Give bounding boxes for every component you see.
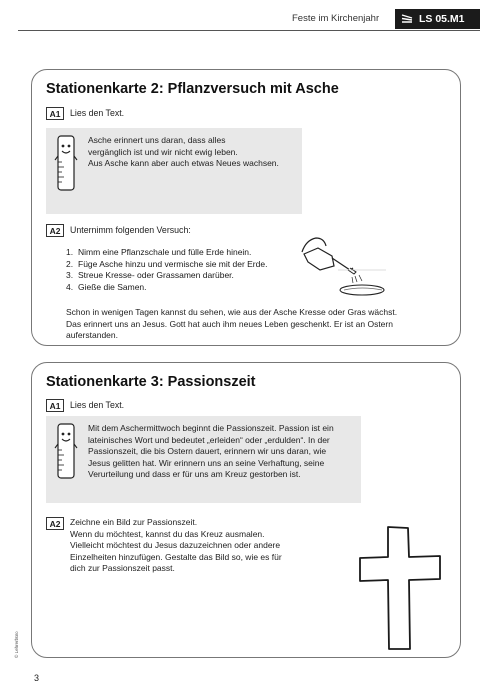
list-item: 1. Nimm eine Pflanzschale und fülle Erde hinein. bbox=[66, 247, 252, 257]
text-line: vergänglich ist und wir nicht ewig leben. bbox=[88, 146, 238, 157]
info-box bbox=[46, 416, 361, 503]
station-card-3 bbox=[31, 362, 461, 658]
text-line: Schon in wenigen Tagen kannst du sehen, wie aus der Asche Kresse oder Gras wächst. bbox=[66, 307, 398, 317]
page-number: 3 bbox=[34, 673, 40, 683]
cross-outline-drawing bbox=[358, 525, 442, 651]
task-badge-a1: A1 bbox=[46, 399, 64, 412]
info-box bbox=[46, 128, 302, 214]
copyright-credit: © Lehrerbüro bbox=[14, 631, 19, 658]
drawing-instructions bbox=[70, 517, 282, 575]
text-line: auferstanden. bbox=[66, 330, 118, 341]
header-code-badge bbox=[395, 9, 480, 29]
ruler-mascot-icon bbox=[52, 134, 80, 192]
text-line: Das erinnert uns an Jesus. Gott hat auch ihm neues Leben geschenkt. Er ist an Ostern bbox=[66, 318, 393, 329]
text-line: Zeichne ein Bild zur Passionszeit. bbox=[70, 517, 198, 527]
stripes-icon bbox=[401, 14, 413, 24]
ruler-mascot-icon bbox=[52, 422, 80, 480]
header-code: LS 05.M1 bbox=[419, 13, 465, 25]
text-line: Wenn du möchtest, kannst du das Kreuz ausmalen. bbox=[70, 528, 265, 539]
text-line: Aus Asche kann aber auch etwas Neues wachsen. bbox=[88, 158, 279, 168]
info-box-text bbox=[88, 135, 279, 170]
text-line: Verurteilung und dass er für uns am Kreuz gestorben ist. bbox=[88, 469, 301, 479]
text-line: Asche erinnert uns daran, dass alles bbox=[88, 135, 226, 145]
task-badge-a1: A1 bbox=[46, 107, 64, 120]
card-title: Stationenkarte 3: Passionszeit bbox=[46, 374, 256, 390]
list-item: 3. Streue Kresse- oder Grassamen darüber. bbox=[66, 270, 234, 281]
text-line: lateinisches Wort und bedeutet „erleiden“ oder „erdulden“. In der bbox=[88, 434, 330, 445]
task-badge-a2: A2 bbox=[46, 224, 64, 237]
experiment-steps bbox=[66, 247, 267, 293]
text-line: Einzelheiten hinzufügen. Gestalte das Bild so, wie es für bbox=[70, 551, 282, 562]
list-item: 2. Füge Asche hinzu und vermische sie mit der Erde. bbox=[66, 258, 268, 269]
station-card-2 bbox=[31, 69, 461, 346]
task-badge-a2: A2 bbox=[46, 517, 64, 530]
header-rule bbox=[18, 30, 480, 31]
header-section-title: Feste im Kirchenjahr bbox=[292, 13, 380, 24]
list-item: 4. Gieße die Samen. bbox=[66, 281, 147, 292]
text-line: Passionszeit, die bis Ostern dauert, erinnern wir uns daran, wie bbox=[88, 446, 327, 456]
explanation-paragraph bbox=[66, 307, 397, 342]
info-box-text bbox=[88, 423, 334, 481]
text-line: dich zur Passionszeit passt. bbox=[70, 563, 175, 574]
task-label-a1: Lies den Text. bbox=[70, 108, 125, 118]
text-line: Mit dem Aschermittwoch beginnt die Passionszeit. Passion ist ein bbox=[88, 423, 334, 433]
task-label-a1: Lies den Text. bbox=[70, 400, 125, 410]
watering-can-illustration bbox=[298, 230, 388, 300]
text-line: Vielleicht möchtest du Jesus dazuzeichnen oder andere bbox=[70, 540, 281, 551]
task-label-a2: Unternimm folgenden Versuch: bbox=[70, 225, 191, 235]
card-title: Stationenkarte 2: Pflanzversuch mit Asche bbox=[46, 81, 339, 97]
text-line: Jesus gelitten hat. Wir erinnern uns an seine Verhaftung, seine bbox=[88, 457, 325, 468]
